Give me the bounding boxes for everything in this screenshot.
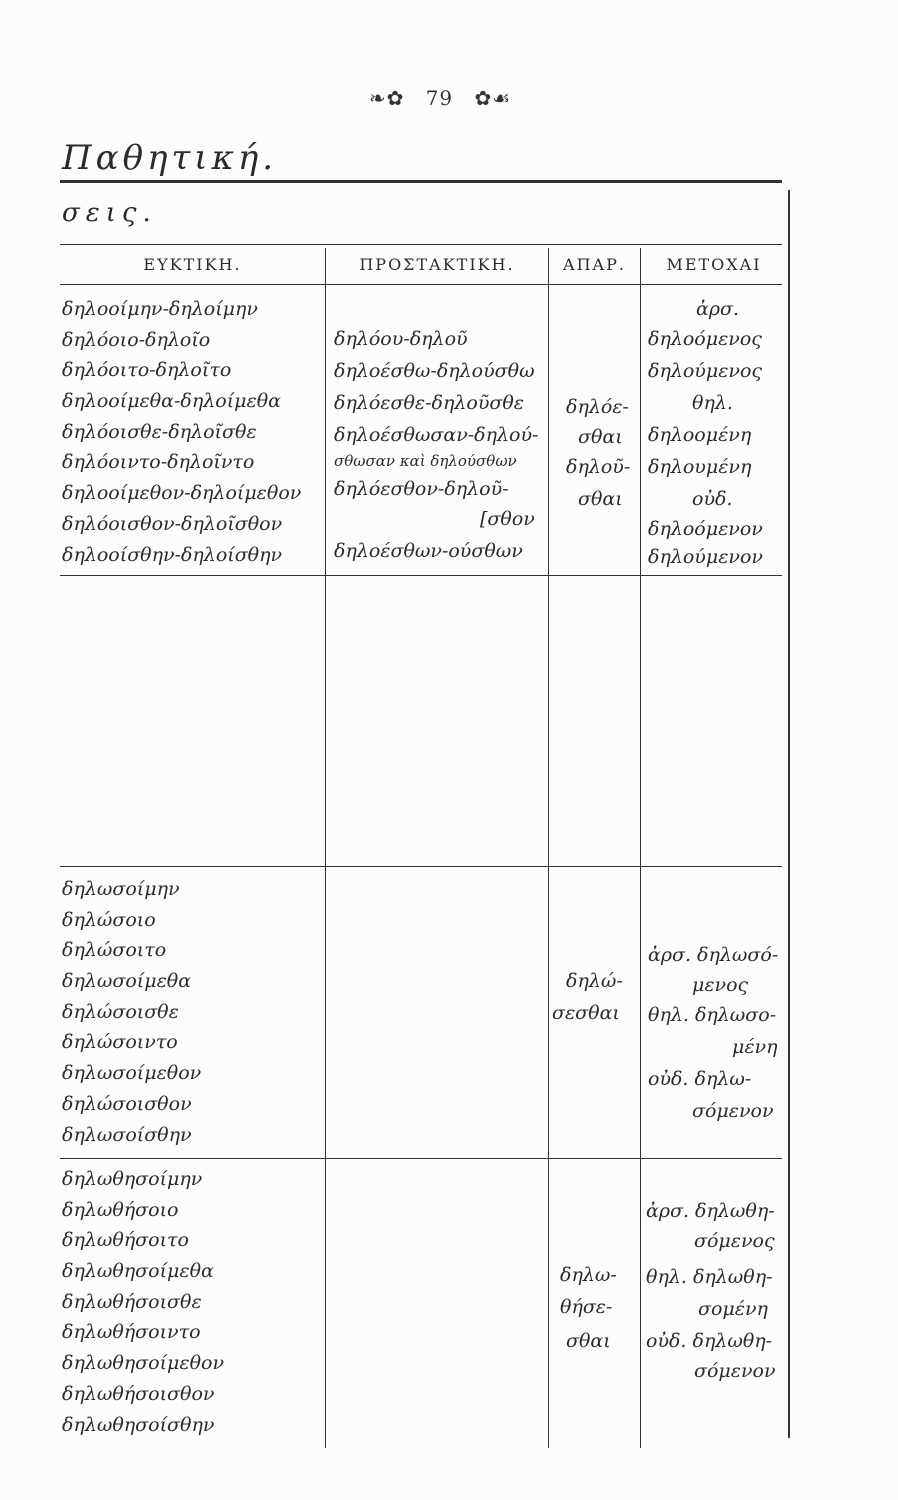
present-imperative-1: δηλόου-δηλοῦ	[334, 328, 468, 350]
list-item: δηλοοίμεθον-δηλοίμεθον	[62, 482, 302, 505]
present-optative-list	[62, 294, 301, 570]
col-divider-3	[640, 248, 641, 1448]
future-participle-4: μένη	[732, 1036, 778, 1058]
present-imperative-7: [σθον	[480, 508, 535, 530]
present-participle-5: δηλοομένη	[648, 424, 752, 446]
future-participle-1: ἀρσ. δηλωσό-	[648, 944, 779, 966]
col-divider-2	[548, 248, 549, 1448]
present-imperative-3: δηλόεσθε-δηλοῦσθε	[334, 392, 524, 414]
section-rule-3	[60, 1158, 782, 1159]
aorist-future-participle-3: θηλ. δηλωθη-	[646, 1266, 773, 1288]
aorist-future-participle-6: σόμενον	[694, 1360, 776, 1382]
aorist-future-optative-list	[62, 1164, 224, 1440]
aorist-future-infinitive-1: δηλω-	[560, 1264, 617, 1286]
page-title: Παθητική.	[62, 138, 278, 178]
list-item: δηλώσοισθον	[62, 1092, 192, 1115]
list-item: δηλωθήσοιτο	[62, 1229, 189, 1252]
present-infinitive-2: σθαι	[578, 426, 623, 448]
list-item: δηλωθήσοιντο	[62, 1321, 201, 1344]
aorist-future-participle-2: σόμενος	[694, 1230, 775, 1252]
present-participle-4: θηλ.	[692, 392, 733, 414]
list-item: δηλόοιο-δηλοῖο	[62, 328, 211, 351]
list-item: δηλωθήσοιο	[62, 1198, 179, 1221]
list-item: δηλόοιντο-δηλοῖντο	[62, 451, 255, 474]
future-participle-6: σόμενον	[692, 1100, 774, 1122]
table-top-rule	[60, 244, 782, 245]
present-participle-9: δηλούμενον	[648, 546, 763, 568]
future-participle-2: μενος	[692, 974, 749, 996]
list-item: δηλοοίσθην-δηλοίσθην	[62, 543, 283, 566]
list-item: δηλόοιτο-δηλοῖτο	[62, 359, 232, 382]
present-participle-2: δηλοόμενος	[648, 328, 762, 350]
present-participle-7: οὐδ.	[692, 488, 733, 510]
section-rule-1	[60, 575, 782, 576]
col-divider-1	[325, 248, 326, 1448]
aorist-future-infinitive-2: θήσε-	[560, 1296, 613, 1318]
title-rule	[60, 180, 782, 183]
header-optative: ΕΥΚΤΙΚΗ.	[143, 255, 242, 274]
present-participle-3: δηλούμενος	[648, 360, 763, 382]
aorist-future-infinitive-3: σθαι	[566, 1330, 611, 1352]
section-subtitle: σεις.	[62, 198, 157, 228]
list-item: δηλωθησοίμεθον	[62, 1352, 225, 1375]
future-optative-list	[62, 874, 201, 1150]
list-item: δηλωθησοίμην	[62, 1168, 203, 1190]
future-participle-3: θηλ. δηλωσο-	[648, 1004, 777, 1026]
list-item: δηλωσοίμην	[62, 878, 180, 900]
list-item: δηλώσοισθε	[62, 1000, 179, 1023]
aorist-future-participle-1: ἀρσ. δηλωθη-	[646, 1200, 775, 1222]
future-infinitive-2: σεσθαι	[552, 1002, 620, 1024]
future-infinitive-1: δηλώ-	[566, 970, 623, 992]
header-imperative: ΠΡΟΣΤΑΚΤΙΚΗ.	[359, 255, 515, 274]
list-item: δηλωθήσοισθε	[62, 1290, 202, 1313]
list-item: δηλώσοιτο	[62, 939, 167, 962]
present-infinitive-3: δηλοῦ-	[566, 456, 631, 478]
header-bottom-rule	[60, 284, 782, 285]
list-item: δηλοοίμεθα-δηλοίμεθα	[62, 390, 281, 413]
present-participle-8: δηλοόμενον	[648, 518, 763, 540]
header-participles: ΜΕΤΟΧΑΙ	[666, 255, 762, 274]
aorist-future-participle-5: οὐδ. δηλωθη-	[646, 1330, 773, 1352]
list-item: δηλωσοίμεθον	[62, 1062, 202, 1085]
present-infinitive-4: σθαι	[578, 488, 623, 510]
present-imperative-8: δηλοέσθων-ούσθων	[334, 540, 523, 562]
list-item: δηλωσοίμεθα	[62, 970, 192, 993]
present-imperative-5: σθωσαν καὶ δηλούσθων	[334, 452, 517, 470]
present-imperative-6: δηλόεσθον-δηλοῦ-	[334, 478, 509, 500]
list-item: δηλωθησοίσθην	[62, 1413, 215, 1436]
page-number: 79	[425, 86, 454, 110]
present-participle-1: ἀρσ.	[696, 298, 740, 320]
present-participle-6: δηλουμένη	[648, 456, 752, 478]
ornament-right: ✿☙	[474, 86, 512, 110]
list-item: δηλόοισθε-δηλοῖσθε	[62, 420, 257, 443]
list-item: δηλώσοιντο	[62, 1031, 178, 1054]
list-item: δηλόοισθον-δηλοῖσθον	[62, 512, 283, 535]
present-imperative-4: δηλοέσθωσαν-δηλού-	[334, 424, 539, 446]
list-item: δηλωσοίσθην	[62, 1123, 192, 1146]
right-border	[788, 190, 790, 1438]
present-infinitive-1: δηλόε-	[566, 396, 629, 418]
list-item: δηλωθήσοισθον	[62, 1382, 215, 1405]
present-imperative-2: δηλοέσθω-δηλούσθω	[334, 360, 535, 382]
header-infinitive: ΑΠΑΡ.	[563, 255, 626, 274]
list-item: δηλωθησοίμεθα	[62, 1260, 214, 1283]
section-rule-2	[60, 866, 782, 867]
ornament-left: ❧✿	[368, 86, 405, 110]
list-item: δηλώσοιο	[62, 908, 156, 931]
page-number-line	[340, 86, 540, 110]
aorist-future-participle-4: σομένη	[698, 1298, 768, 1320]
future-participle-5: οὐδ. δηλω-	[648, 1068, 752, 1090]
list-item: δηλοοίμην-δηλοίμην	[62, 298, 258, 320]
